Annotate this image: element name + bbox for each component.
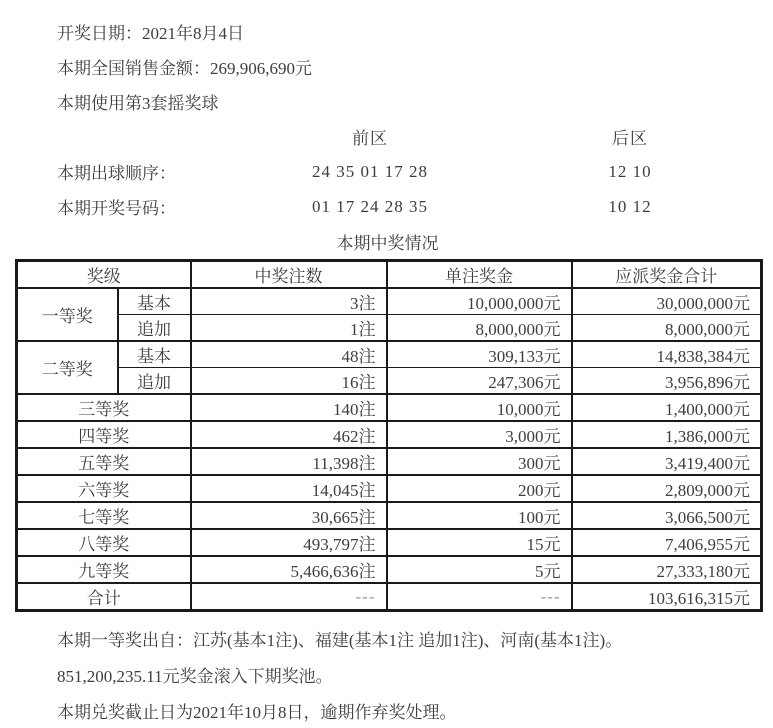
winning-numbers-front: 01 17 24 28 35 (312, 196, 428, 216)
cell-count: 3注 (191, 288, 387, 315)
cell-single-prize: 15元 (387, 529, 572, 556)
ball-set-text: 本期使用第3套摇奖球 (57, 94, 219, 113)
prize-row-seventh (17, 502, 762, 529)
cell-count: 462注 (191, 421, 387, 448)
winning-numbers-label: 本期开奖号码： (57, 199, 176, 218)
cell-total-prize: 1,400,000元 (572, 394, 762, 421)
cell-count: 493,797注 (191, 529, 387, 556)
front-zone-label: 前区 (352, 129, 388, 148)
cell-count: 140注 (191, 394, 387, 421)
draw-order-row (0, 154, 773, 189)
cell-total-prize: 30,000,000元 (572, 288, 762, 315)
prize-row-sixth (17, 475, 762, 502)
deadline-text: 本期兑奖截止日为2021年10月8日，逾期作弃奖处理。 (57, 702, 457, 722)
cell-sub-basic: 基本 (118, 288, 191, 315)
cell-total-prize: 14,838,384元 (572, 341, 762, 368)
cell-total-prize: 27,333,180元 (572, 556, 762, 583)
prize-row-first-basic (17, 288, 762, 315)
sales-amount-text: 本期全国销售金额：269,906,690元 (57, 59, 312, 78)
sales-amount-line (0, 49, 773, 84)
footer-notes (0, 620, 773, 728)
cell-count: 16注 (191, 368, 387, 395)
cell-total-prize: 8,000,000元 (572, 315, 762, 342)
cell-count: 14,045注 (191, 475, 387, 502)
prize-row-second-append (17, 368, 762, 395)
prize-row-first-append (17, 315, 762, 342)
cell-total-prize: 3,066,500元 (572, 502, 762, 529)
prize-row-fifth (17, 448, 762, 475)
cell-level-first: 一等奖 (17, 288, 118, 341)
rollover-text: 851,200,235.11元奖金滚入下期奖池。 (57, 666, 333, 686)
cell-count: 1注 (191, 315, 387, 342)
prize-table (15, 259, 763, 612)
cell-level: 七等奖 (17, 502, 191, 529)
cell-level: 八等奖 (17, 529, 191, 556)
cell-level: 四等奖 (17, 421, 191, 448)
cell-total-prize: 2,809,000元 (572, 475, 762, 502)
cell-single-prize: 5元 (387, 556, 572, 583)
draw-date-line (0, 14, 773, 49)
zone-header-row (0, 119, 773, 154)
cell-level: 五等奖 (17, 448, 191, 475)
cell-level: 九等奖 (17, 556, 191, 583)
cell-sub-append: 追加 (118, 315, 191, 342)
prize-row-third (17, 394, 762, 421)
first-prize-source-text: 本期一等奖出自：江苏(基本1注)、福建(基本1注 追加1注)、河南(基本1注)。 (57, 630, 623, 650)
cell-count: 48注 (191, 341, 387, 368)
cell-single-prize: 3,000元 (387, 421, 572, 448)
cell-total-prize: 7,406,955元 (572, 529, 762, 556)
cell-single-prize: 247,306元 (387, 368, 572, 395)
cell-single-prize: 300元 (387, 448, 572, 475)
cell-total-prize: 3,419,400元 (572, 448, 762, 475)
cell-sub-append: 追加 (118, 368, 191, 395)
rollover-line (0, 656, 773, 692)
cell-single-prize: 200元 (387, 475, 572, 502)
prize-row-ninth (17, 556, 762, 583)
back-zone-label: 后区 (612, 129, 648, 148)
cell-level: 六等奖 (17, 475, 191, 502)
cell-level-second: 二等奖 (17, 341, 118, 394)
header-count: 中奖注数 (191, 261, 387, 289)
cell-level-total: 合计 (17, 583, 191, 611)
deadline-line (0, 692, 773, 728)
cell-single-prize: 10,000,000元 (387, 288, 572, 315)
cell-level: 三等奖 (17, 394, 191, 421)
draw-order-label: 本期出球顺序： (57, 164, 176, 183)
prize-row-total (17, 583, 762, 611)
cell-count: 11,398注 (191, 448, 387, 475)
header-level: 奖级 (17, 261, 191, 289)
prize-table-header-row (17, 261, 762, 289)
first-prize-source-line (0, 620, 773, 656)
ball-set-line (0, 84, 773, 119)
cell-total-prize: 3,956,896元 (572, 368, 762, 395)
cell-single-prize-dash: --- (387, 583, 572, 611)
draw-date-text: 开奖日期：2021年8月4日 (57, 24, 244, 43)
cell-single-prize: 100元 (387, 502, 572, 529)
cell-single-prize: 10,000元 (387, 394, 572, 421)
prize-row-second-basic (17, 341, 762, 368)
prize-table-title: 本期中奖情况 (336, 234, 439, 253)
cell-count: 30,665注 (191, 502, 387, 529)
draw-order-front-numbers: 24 35 01 17 28 (312, 161, 428, 181)
cell-count: 5,466,636注 (191, 556, 387, 583)
winning-numbers-row (0, 189, 773, 224)
prize-row-eighth (17, 529, 762, 556)
cell-single-prize: 309,133元 (387, 341, 572, 368)
header-single-prize: 单注奖金 (387, 261, 572, 289)
cell-sub-basic: 基本 (118, 341, 191, 368)
cell-count-dash: --- (191, 583, 387, 611)
draw-order-back-numbers: 12 10 (608, 161, 652, 181)
prize-row-fourth (17, 421, 762, 448)
header-total-prize: 应派奖金合计 (572, 261, 762, 289)
cell-single-prize: 8,000,000元 (387, 315, 572, 342)
winning-numbers-back: 10 12 (608, 196, 652, 216)
cell-total-prize: 1,386,000元 (572, 421, 762, 448)
cell-total-prize: 103,616,315元 (572, 583, 762, 611)
